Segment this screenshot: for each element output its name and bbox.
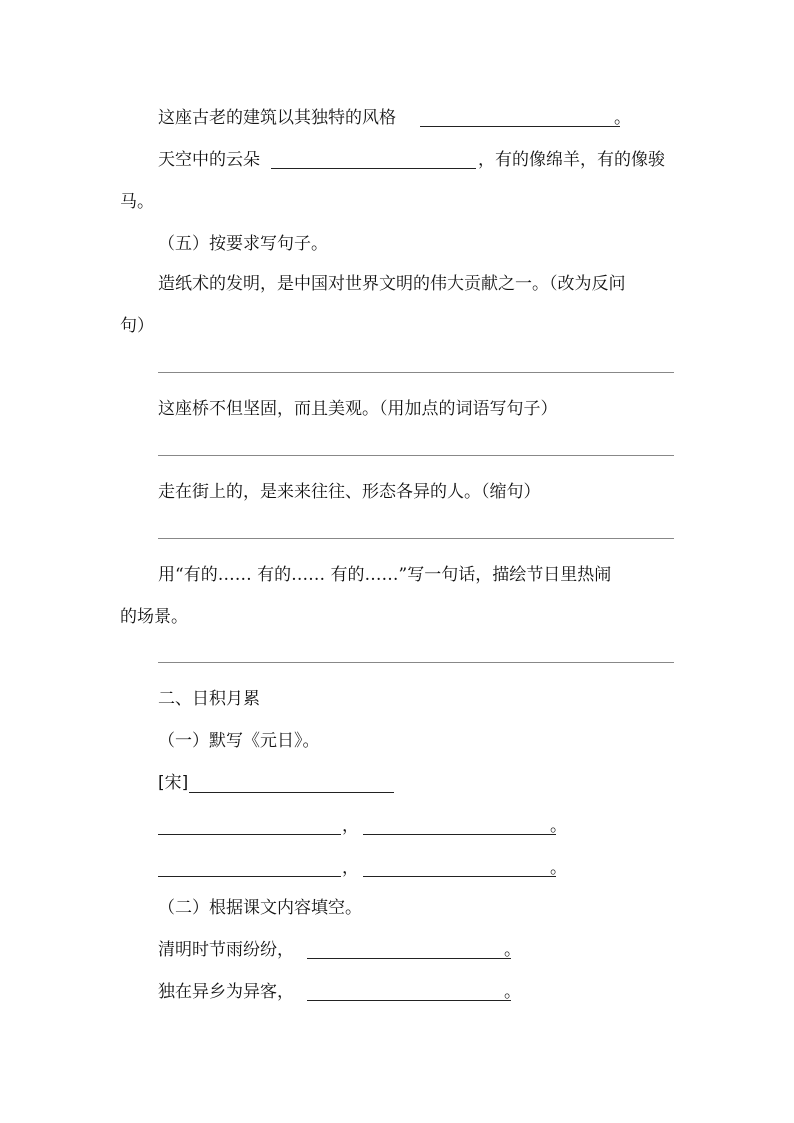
part-2-title: 二、日积月累 xyxy=(158,689,260,709)
sentence-2-continuation: 马。 xyxy=(120,192,154,212)
sentence-2-text: 天空中的云朵 xyxy=(158,150,260,170)
poem-line-2-blank-a[interactable] xyxy=(158,876,341,877)
sentence-1-blank[interactable] xyxy=(420,126,620,127)
part-2-sub-2: （二）根据课文内容填空。 xyxy=(158,898,362,918)
sentence-2-blank[interactable] xyxy=(271,168,476,169)
poem-line-1-period: 。 xyxy=(550,816,567,836)
sentence-1-text: 这座古老的建筑以其独特的风格 xyxy=(158,108,396,128)
poem-line-1-blank-b[interactable] xyxy=(363,834,556,835)
answer-line-1[interactable] xyxy=(158,372,674,373)
question-3: 走在街上的，是来来往往、形态各异的人。（缩句） xyxy=(158,482,541,502)
poem-line-2-comma: ， xyxy=(342,858,359,878)
poem-line-2-period: 。 xyxy=(550,858,567,878)
section-5-title: （五）按要求写句子。 xyxy=(158,234,328,254)
fill-line-1-text: 清明时节雨纷纷， xyxy=(158,940,294,960)
answer-line-4[interactable] xyxy=(158,662,674,663)
question-4-line-2: 的场景。 xyxy=(120,607,188,627)
question-4-line-1: 用“有的…… 有的…… 有的……”写一句话，描绘节日里热闹 xyxy=(158,565,612,585)
fill-line-2-text: 独在异乡为异客， xyxy=(158,982,294,1002)
sentence-1-end: 。 xyxy=(614,108,631,128)
answer-line-2[interactable] xyxy=(158,455,674,456)
answer-line-3[interactable] xyxy=(158,538,674,539)
poem-author: [宋] xyxy=(158,773,189,793)
poem-line-1-blank-a[interactable] xyxy=(158,834,341,835)
part-2-sub-1: （一）默写《元日》。 xyxy=(158,731,320,751)
fill-line-1-period: 。 xyxy=(504,940,521,960)
fill-line-2-blank[interactable] xyxy=(307,1000,511,1001)
fill-line-1-blank[interactable] xyxy=(307,958,511,959)
question-1-line-2: 句） xyxy=(120,316,154,336)
poem-author-blank[interactable] xyxy=(189,792,394,793)
poem-line-2-blank-b[interactable] xyxy=(363,876,556,877)
question-1-line-1: 造纸术的发明，是中国对世界文明的伟大贡献之一。（改为反问 xyxy=(158,274,626,294)
fill-line-2-period: 。 xyxy=(504,982,521,1002)
sentence-2-suffix: ，有的像绵羊，有的像骏 xyxy=(478,150,665,170)
question-2: 这座桥不但坚固，而且美观。（用加点的词语写句子） xyxy=(158,399,558,419)
poem-line-1-comma: ， xyxy=(342,816,359,836)
